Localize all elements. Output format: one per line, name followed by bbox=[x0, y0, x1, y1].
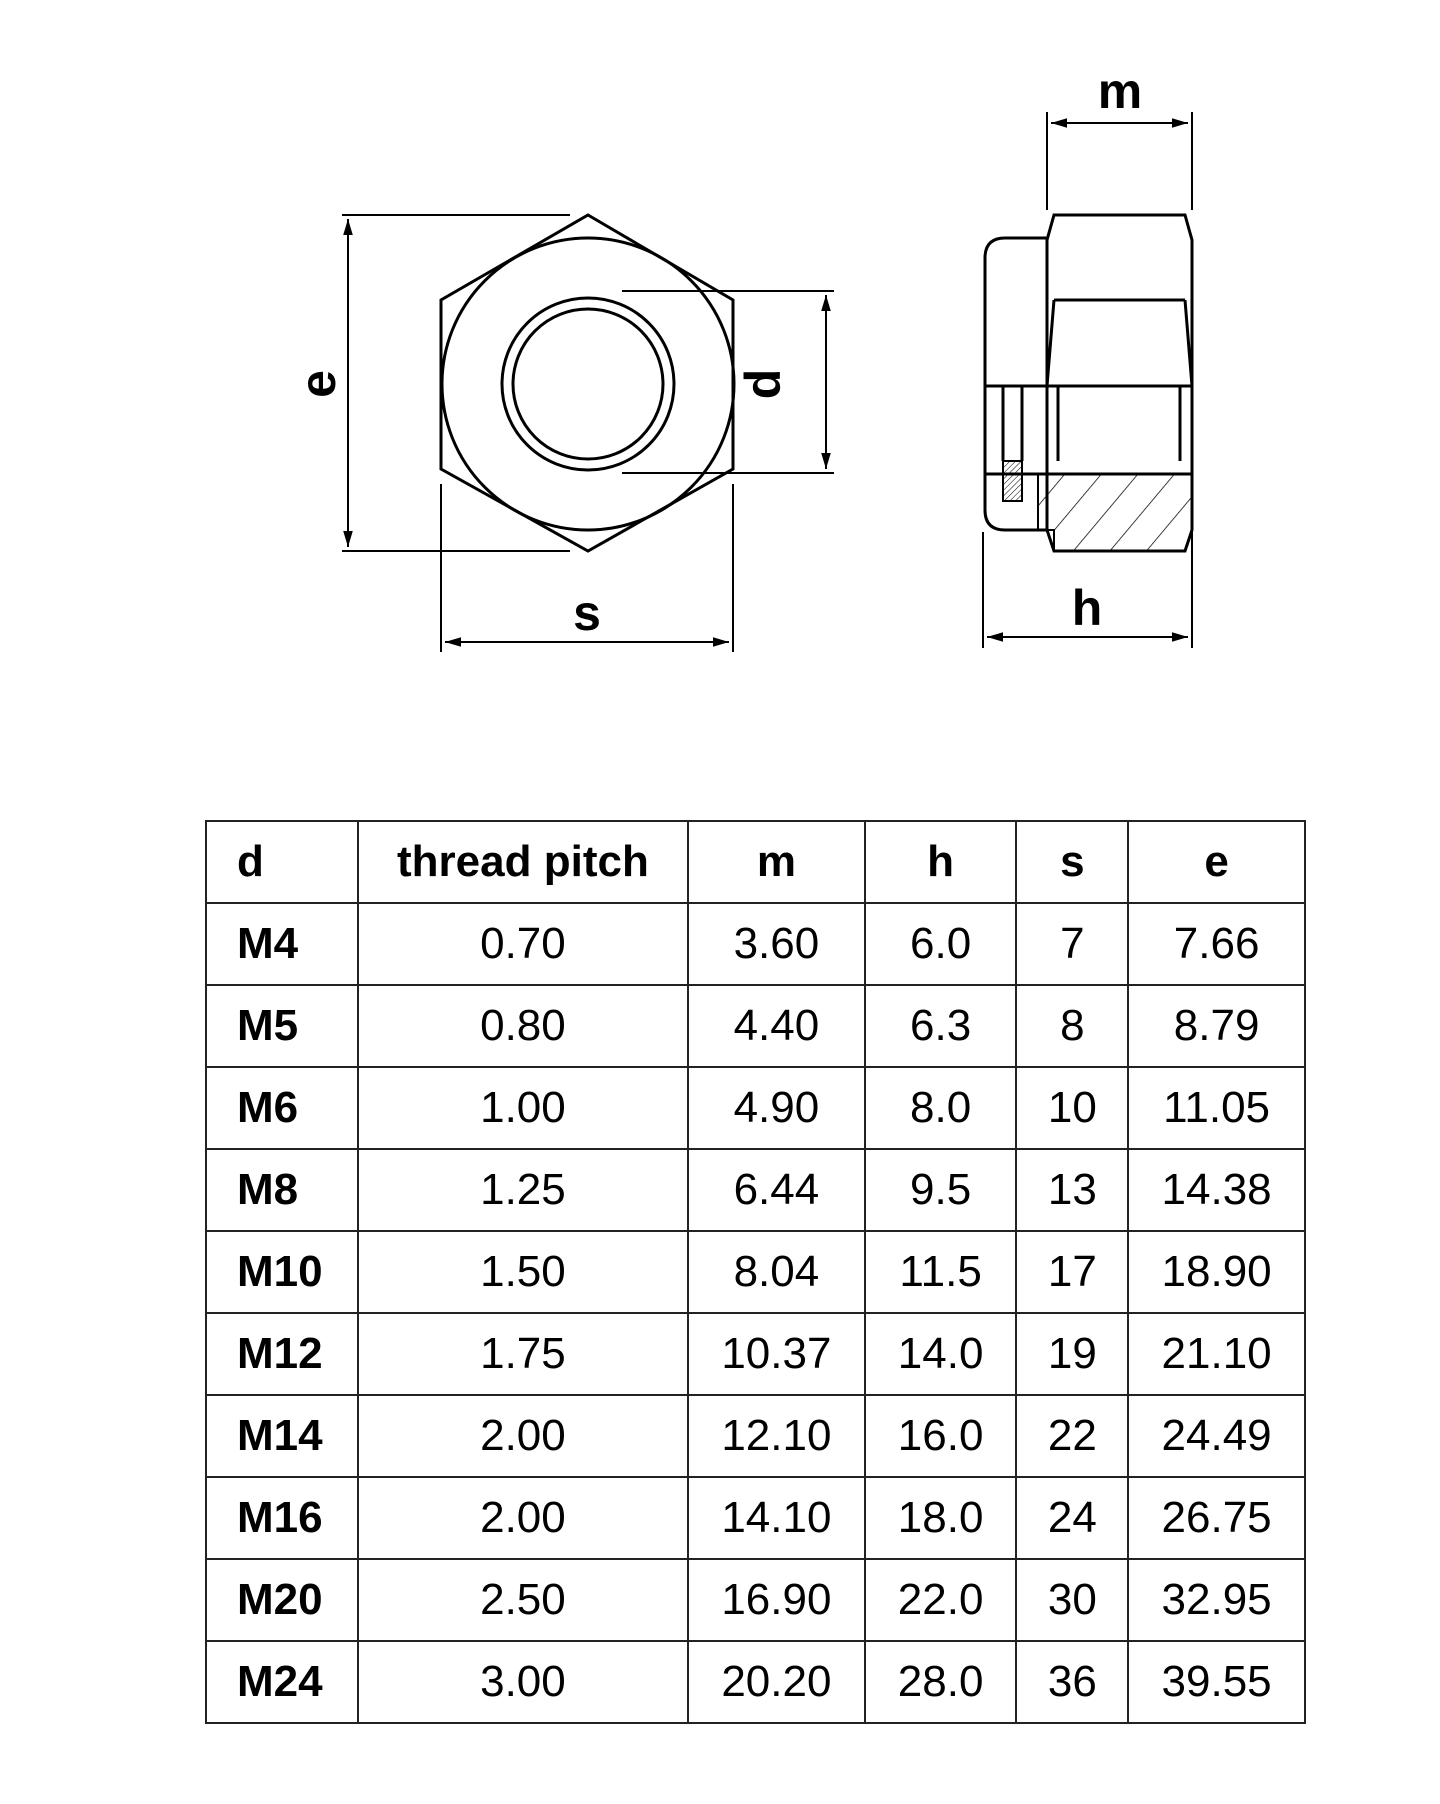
front-view bbox=[441, 215, 734, 551]
table-cell: 10.37 bbox=[688, 1313, 865, 1395]
table-cell: 11.5 bbox=[865, 1231, 1017, 1313]
table-cell: M14 bbox=[206, 1395, 358, 1477]
table-cell: 8.79 bbox=[1128, 985, 1305, 1067]
label-d: d bbox=[735, 368, 791, 400]
table-cell: 16.90 bbox=[688, 1559, 865, 1641]
column-header: s bbox=[1016, 821, 1128, 903]
column-header: d bbox=[206, 821, 358, 903]
table-cell: 1.75 bbox=[358, 1313, 688, 1395]
table-cell: M5 bbox=[206, 985, 358, 1067]
nut-technical-drawing bbox=[0, 0, 1440, 720]
table-row bbox=[206, 1313, 1305, 1395]
table-row bbox=[206, 1477, 1305, 1559]
table-cell: 13 bbox=[1016, 1149, 1128, 1231]
column-header: e bbox=[1128, 821, 1305, 903]
table-cell: 7 bbox=[1016, 903, 1128, 985]
table-cell: 8.0 bbox=[865, 1067, 1017, 1149]
dimensions-table bbox=[205, 820, 1306, 1724]
table-cell: 8.04 bbox=[688, 1231, 865, 1313]
table-cell: M16 bbox=[206, 1477, 358, 1559]
table-cell: 17 bbox=[1016, 1231, 1128, 1313]
table-cell: 1.25 bbox=[358, 1149, 688, 1231]
table-cell: 24.49 bbox=[1128, 1395, 1305, 1477]
table-cell: 11.05 bbox=[1128, 1067, 1305, 1149]
table-cell: 6.0 bbox=[865, 903, 1017, 985]
table-cell: 2.00 bbox=[358, 1395, 688, 1477]
table-cell: M20 bbox=[206, 1559, 358, 1641]
table-cell: 28.0 bbox=[865, 1641, 1017, 1723]
table-cell: M12 bbox=[206, 1313, 358, 1395]
label-m: m bbox=[1097, 63, 1143, 119]
table-cell: 2.50 bbox=[358, 1559, 688, 1641]
dimension-labels bbox=[290, 63, 1142, 641]
table-cell: 3.00 bbox=[358, 1641, 688, 1723]
table-row bbox=[206, 1149, 1305, 1231]
table-cell: 14.38 bbox=[1128, 1149, 1305, 1231]
hex-outline bbox=[441, 215, 733, 551]
table-cell: M24 bbox=[206, 1641, 358, 1723]
table-cell: 30 bbox=[1016, 1559, 1128, 1641]
column-header: h bbox=[865, 821, 1017, 903]
nylon-insert bbox=[1003, 461, 1022, 501]
table-cell: M6 bbox=[206, 1067, 358, 1149]
table-cell: 21.10 bbox=[1128, 1313, 1305, 1395]
column-header: thread pitch bbox=[358, 821, 688, 903]
table-cell: 19 bbox=[1016, 1313, 1128, 1395]
table-row bbox=[206, 1067, 1305, 1149]
table-cell: 7.66 bbox=[1128, 903, 1305, 985]
table-cell: 39.55 bbox=[1128, 1641, 1305, 1723]
table-cell: 9.5 bbox=[865, 1149, 1017, 1231]
label-e: e bbox=[290, 370, 346, 398]
table-cell: 18.90 bbox=[1128, 1231, 1305, 1313]
table-cell: 8 bbox=[1016, 985, 1128, 1067]
side-view bbox=[985, 215, 1192, 551]
chamfer-circle bbox=[442, 238, 734, 530]
table-row bbox=[206, 1559, 1305, 1641]
table-cell: M8 bbox=[206, 1149, 358, 1231]
table-cell: 14.10 bbox=[688, 1477, 865, 1559]
table-row bbox=[206, 1395, 1305, 1477]
bore-circle bbox=[513, 309, 663, 459]
table-cell: 10 bbox=[1016, 1067, 1128, 1149]
section-hatch bbox=[1038, 474, 1192, 551]
table-cell: 16.0 bbox=[865, 1395, 1017, 1477]
table-cell: M10 bbox=[206, 1231, 358, 1313]
table-cell: 1.50 bbox=[358, 1231, 688, 1313]
table-cell: 0.80 bbox=[358, 985, 688, 1067]
table-cell: 20.20 bbox=[688, 1641, 865, 1723]
table-cell: 6.3 bbox=[865, 985, 1017, 1067]
table-cell: 12.10 bbox=[688, 1395, 865, 1477]
table-cell: 24 bbox=[1016, 1477, 1128, 1559]
washer-circle bbox=[502, 298, 674, 470]
table-row bbox=[206, 985, 1305, 1067]
column-header: m bbox=[688, 821, 865, 903]
table-cell: 26.75 bbox=[1128, 1477, 1305, 1559]
table-cell: 1.00 bbox=[358, 1067, 688, 1149]
table-cell: 3.60 bbox=[688, 903, 865, 985]
table-cell: 22 bbox=[1016, 1395, 1128, 1477]
table-cell: 18.0 bbox=[865, 1477, 1017, 1559]
table-cell: 14.0 bbox=[865, 1313, 1017, 1395]
table-cell: 36 bbox=[1016, 1641, 1128, 1723]
table-row bbox=[206, 1641, 1305, 1723]
label-h: h bbox=[1071, 580, 1103, 636]
table-header-row bbox=[206, 821, 1305, 903]
table-row bbox=[206, 903, 1305, 985]
table-cell: 6.44 bbox=[688, 1149, 865, 1231]
table-cell: 4.40 bbox=[688, 985, 865, 1067]
table-row bbox=[206, 1231, 1305, 1313]
label-s: s bbox=[573, 585, 601, 641]
table-cell: 22.0 bbox=[865, 1559, 1017, 1641]
table-cell: 2.00 bbox=[358, 1477, 688, 1559]
table-cell: 4.90 bbox=[688, 1067, 865, 1149]
table-cell: 0.70 bbox=[358, 903, 688, 985]
table-cell: 32.95 bbox=[1128, 1559, 1305, 1641]
table-cell: M4 bbox=[206, 903, 358, 985]
